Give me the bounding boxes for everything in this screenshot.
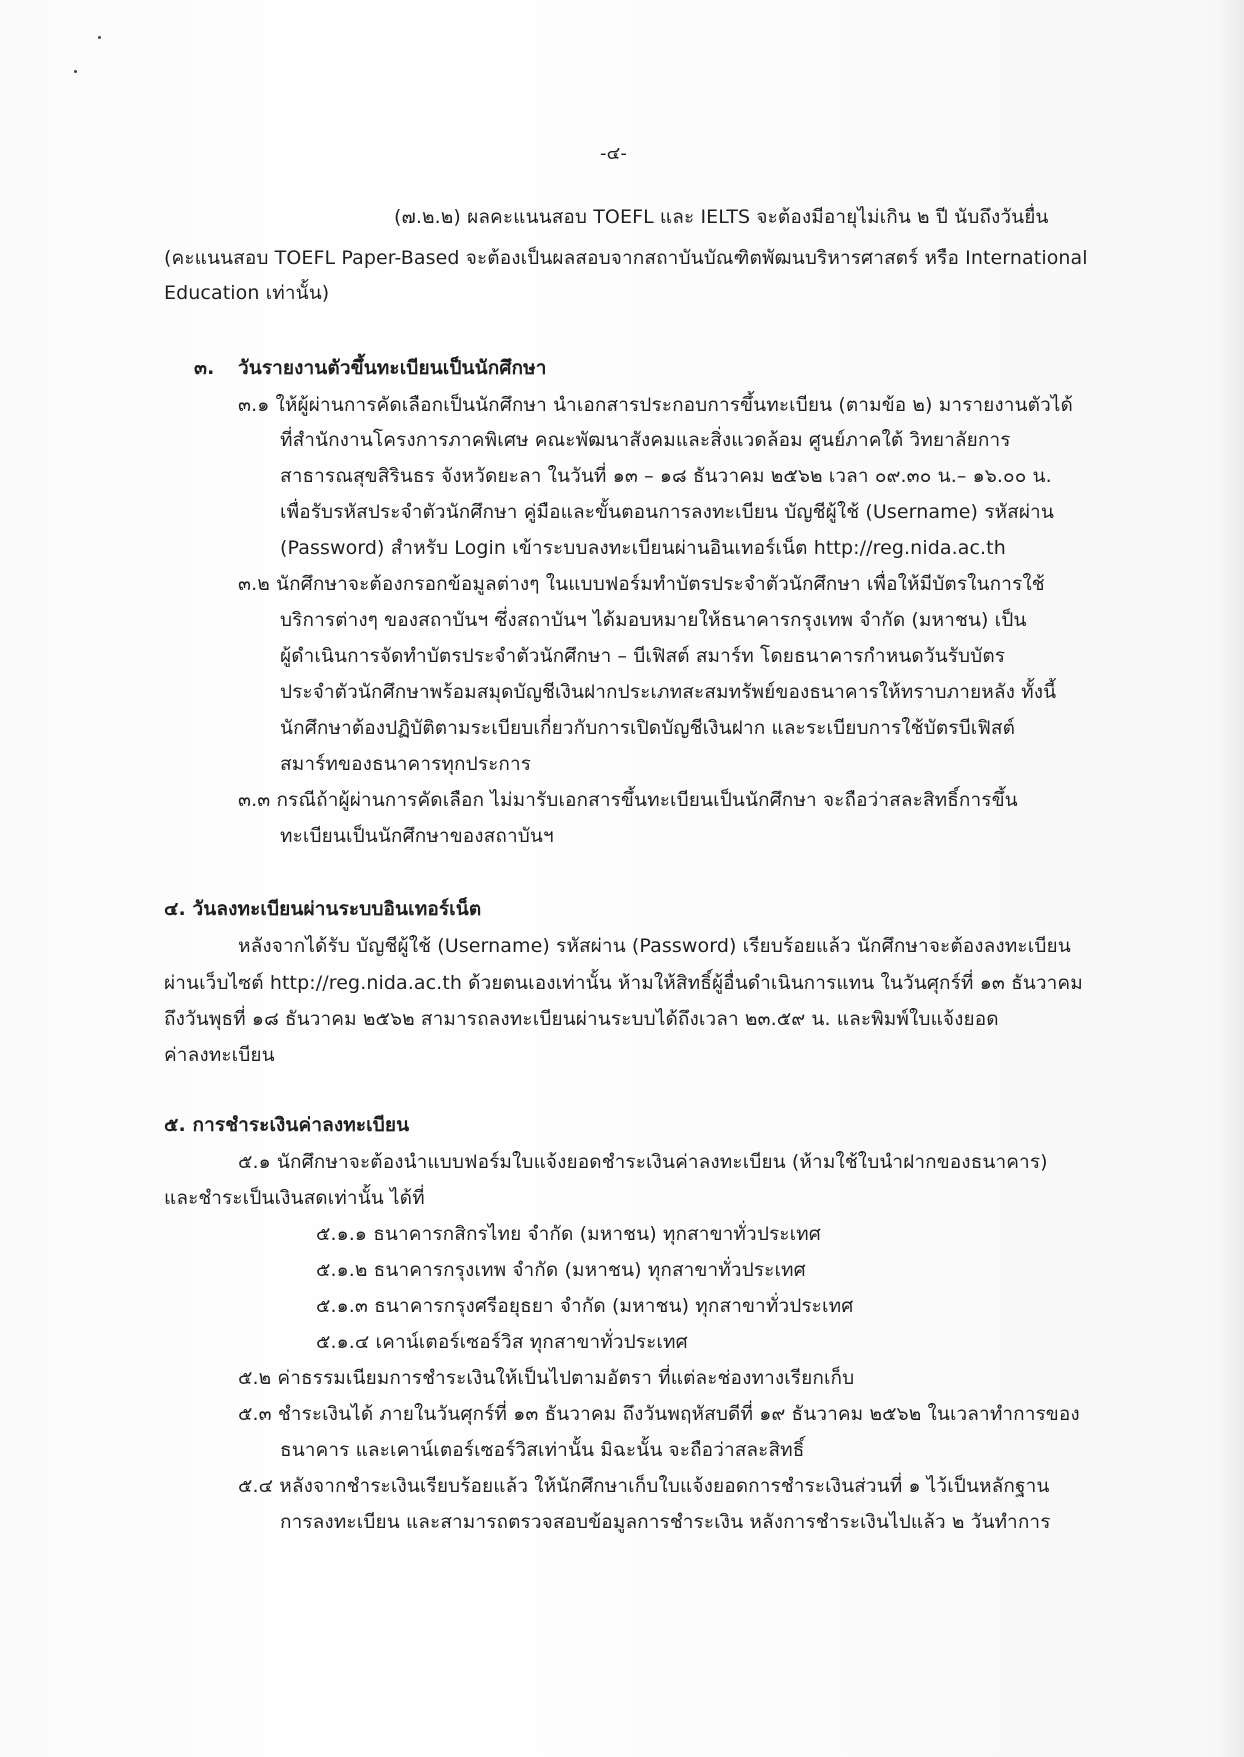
text-line: สมาร์ทของธนาคารทุกประการ (280, 753, 532, 775)
scan-speck (98, 36, 101, 39)
text-line: (๗.๒.๒) ผลคะแนนสอบ TOEFL และ IELTS จะต้องมีอายุไม่เกิน ๒ ปี นับถึงวันยื่น (394, 206, 1049, 228)
text-line: ๕.๔ หลังจากชำระเงินเรียบร้อยแล้ว ให้นักศึกษาเก็บใบแจ้งยอดการชำระเงินส่วนที่ ๑ ไว้เป็นหลักฐาน (238, 1475, 1050, 1497)
text-line: ผ่านเว็บไซต์ http://reg.nida.ac.th ด้วยตนเองเท่านั้น ห้ามให้สิทธิ์ผู้อื่นดำเนินการแทน ในวันศุกร์ที่ ๑๓ ธันวาคม (164, 972, 1083, 994)
text-line: ๕.๓ ชำระเงินได้ ภายในวันศุกร์ที่ ๑๓ ธันวาคม ถึงวันพฤหัสบดีที่ ๑๙ ธันวาคม ๒๕๖๒ ในเวลาทำการของ (238, 1403, 1080, 1425)
text-line: (คะแนนสอบ TOEFL Paper-Based จะต้องเป็นผลสอบจากสถาบันบัณฑิตพัฒนบริหารศาสตร์ หรือ International (164, 247, 1088, 269)
text-line: การลงทะเบียน และสามารถตรวจสอบข้อมูลการชำระเงิน หลังการชำระเงินไปแล้ว ๒ วันทำการ (280, 1511, 1051, 1533)
text-line: เพื่อรับรหัสประจำตัวนักศึกษา คู่มือและขั้นตอนการลงทะเบียน บัญชีผู้ใช้ (Username) รหัสผ่าน (280, 501, 1054, 523)
text-line: ๓.๓ กรณีถ้าผู้ผ่านการคัดเลือก ไม่มารับเอกสารขึ้นทะเบียนเป็นนักศึกษา จะถือว่าสละสิทธิ์การขึ้น (238, 789, 1018, 811)
text-line: ๕.๒ ค่าธรรมเนียมการชำระเงินให้เป็นไปตามอัตรา ที่แต่ละช่องทางเรียกเก็บ (238, 1367, 855, 1389)
section-number: ๓. (194, 357, 215, 379)
text-line: ๓.๑ ให้ผู้ผ่านการคัดเลือกเป็นนักศึกษา นำเอกสารประกอบการขึ้นทะเบียน (ตามข้อ ๒) มารายงานตัวได้ (238, 394, 1073, 416)
scan-speck (74, 70, 77, 73)
text-line: Education เท่านั้น) (164, 282, 330, 304)
list-item: ๕.๑.๓ ธนาคารกรุงศรีอยุธยา จำกัด (มหาชน) ทุกสาขาทั่วประเทศ (316, 1295, 854, 1317)
text-line: (Password) สำหรับ Login เข้าระบบลงทะเบียนผ่านอินเทอร์เน็ต http://reg.nida.ac.th (280, 537, 1006, 559)
text-line: นักศึกษาต้องปฏิบัติตามระเบียบเกี่ยวกับการเปิดบัญชีเงินฝาก และระเบียบการใช้บัตรบีเฟิสต์ (280, 717, 1016, 739)
text-line: ทะเบียนเป็นนักศึกษาของสถาบันฯ (280, 825, 554, 847)
list-item: ๕.๑.๒ ธนาคารกรุงเทพ จำกัด (มหาชน) ทุกสาขาทั่วประเทศ (316, 1259, 806, 1281)
text-line: สาธารณสุขสิรินธร จังหวัดยะลา ในวันที่ ๑๓ – ๑๘ ธันวาคม ๒๕๖๒ เวลา ๐๙.๓๐ น.– ๑๖.๐๐ น. (280, 465, 1052, 487)
text-line: และชำระเป็นเงินสดเท่านั้น ได้ที่ (164, 1187, 425, 1209)
list-item: ๕.๑.๑ ธนาคารกสิกรไทย จำกัด (มหาชน) ทุกสาขาทั่วประเทศ (316, 1223, 821, 1245)
text-line: ธนาคาร และเคาน์เตอร์เซอร์วิสเท่านั้น มิฉะนั้น จะถือว่าสละสิทธิ์ (280, 1439, 805, 1461)
text-line: ที่สำนักงานโครงการภาคพิเศษ คณะพัฒนาสังคมและสิ่งแวดล้อม ศูนย์ภาคใต้ วิทยาลัยการ (280, 429, 1011, 451)
list-item: ๕.๑.๔ เคาน์เตอร์เซอร์วิส ทุกสาขาทั่วประเทศ (316, 1331, 688, 1353)
text-line: ๕.๑ นักศึกษาจะต้องนำแบบฟอร์มใบแจ้งยอดชำระเงินค่าลงทะเบียน (ห้ามใช้ใบนำฝากของธนาคาร) (238, 1151, 1048, 1173)
text-line: หลังจากได้รับ บัญชีผู้ใช้ (Username) รหัสผ่าน (Password) เรียบร้อยแล้ว นักศึกษาจะต้องลงทะเบียน (238, 935, 1071, 957)
section-heading: วันรายงานตัวขึ้นทะเบียนเป็นนักศึกษา (238, 357, 547, 379)
text-line: ถึงวันพุธที่ ๑๘ ธันวาคม ๒๕๖๒ สามารถลงทะเบียนผ่านระบบได้ถึงเวลา ๒๓.๕๙ น. และพิมพ์ใบแจ้งยอด (164, 1008, 999, 1030)
scan-edge-shadow (1218, 0, 1244, 1757)
text-line: ๓.๒ นักศึกษาจะต้องกรอกข้อมูลต่างๆ ในแบบฟอร์มทำบัตรประจำตัวนักศึกษา เพื่อให้มีบัตรในการใช้ (238, 573, 1045, 595)
text-line: ค่าลงทะเบียน (164, 1044, 275, 1066)
section-heading: ๔. วันลงทะเบียนผ่านระบบอินเทอร์เน็ต (164, 898, 482, 920)
text-line: ผู้ดำเนินการจัดทำบัตรประจำตัวนักศึกษา – บีเฟิสต์ สมาร์ท โดยธนาคารกำหนดวันรับบัตร (280, 645, 1006, 667)
text-line: บริการต่างๆ ของสถาบันฯ ซึ่งสถาบันฯ ได้มอบหมายให้ธนาคารกรุงเทพ จำกัด (มหาชน) เป็น (280, 609, 1027, 631)
section-heading: ๕. การชำระเงินค่าลงทะเบียน (164, 1114, 410, 1136)
text-line: ประจำตัวนักศึกษาพร้อมสมุดบัญชีเงินฝากประเภทสะสมทรัพย์ของธนาคารให้ทราบภายหลัง ทั้งนี้ (280, 681, 1057, 703)
page-number: -๔- (600, 143, 627, 164)
